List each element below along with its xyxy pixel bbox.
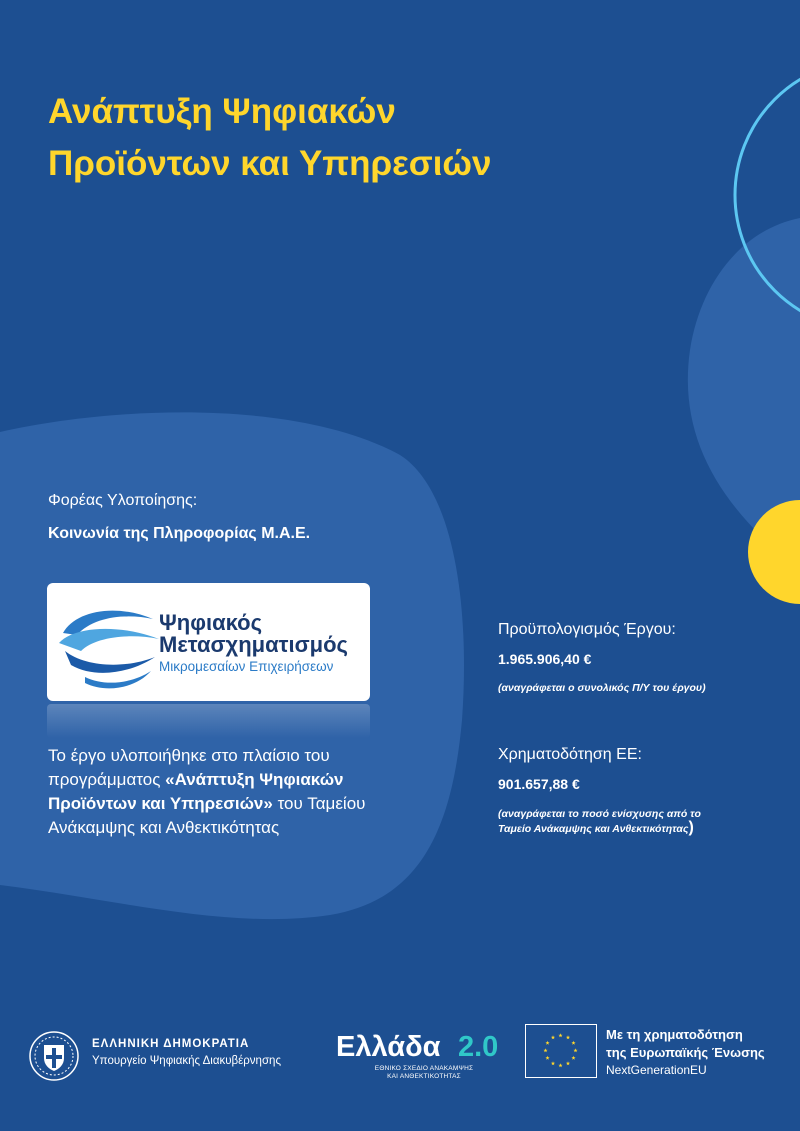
greece-2-0-subtitle-2: ΚΑΙ ΑΝΘΕΚΤΙΚΟΤΗΤΑΣ [387,1073,461,1080]
eu-star [573,1048,577,1052]
eu-star [571,1041,575,1045]
project-description [48,744,398,840]
eu-star [545,1056,549,1060]
eu-stars-icon [526,1025,595,1076]
ministry-name: Υπουργείο Ψηφιακής Διακυβέρνησης [92,1055,281,1067]
greece-2-0-word: Ελλάδα [336,1031,441,1063]
implementing-body-value: Κοινωνία της Πληροφορίας Μ.Α.Ε. [48,525,311,542]
logo-line-3: Μικρομεσαίων Επιχειρήσεων [159,659,334,674]
eu-star [566,1035,570,1039]
title-line-1: Ανάπτυξη Ψηφιακών [48,92,396,131]
page-title [48,86,668,190]
logo-line-1: Ψηφιακός [159,610,263,635]
eu-funding-note [498,808,718,836]
budget-label: Προϋπολογισμός Έργου: [498,621,676,638]
eu-star [543,1048,547,1052]
greece-2-0-subtitle-1: ΕΘΝΙΚΟ ΣΧΕΔΙΟ ΑΝΑΚΑΜΨΗΣ [374,1065,474,1072]
eu-star [566,1061,570,1065]
eu-star [545,1041,549,1045]
logo-reflection [47,704,370,738]
eu-star [558,1063,562,1067]
eu-star [551,1061,555,1065]
eu-funding-line-1: Με τη χρηματοδότηση [606,1027,743,1042]
implementing-body-label: Φορέας Υλοποίησης: [48,492,198,509]
eu-funding-label: Χρηματοδότηση ΕΕ: [498,746,642,763]
eu-funding-line-2: της Ευρωπαϊκής Ένωσης [606,1045,765,1060]
greek-coat-of-arms-icon [28,1030,80,1082]
next-generation-eu: NextGenerationEU [606,1063,707,1077]
greece-2-0-number: 2.0 [458,1031,499,1063]
eu-funding-note-close: ) [688,819,694,836]
eu-flag-icon [525,1024,597,1078]
description-part-2: του Ταμείου Ανάκαμψης και Ανθεκτικότητας [48,794,366,837]
description-program-name: «Ανάπτυξη Ψηφιακών Προϊόντων και Υπηρεσιών» [48,770,344,813]
description-part-1: Το έργο υλοποιήθηκε στο πλαίσιο του προγράμματος [48,746,330,789]
eu-star [551,1035,555,1039]
eu-funding-note-text: (αναγράφεται το ποσό ενίσχυσης από το Ταμείο Ανάκαμψης και Ανθεκτικότητας [498,808,701,835]
title-line-2: Προϊόντων και Υπηρεσιών [48,144,492,183]
greece-2-0-logo [336,1030,512,1090]
greek-republic-title: ΕΛΛΗΝΙΚΗ ΔΗΜΟΚΡΑΤΙΑ [92,1038,250,1050]
eu-funding-value: 901.657,88 € [498,776,580,792]
swoosh-logo-icon [55,593,167,689]
eu-star [558,1033,562,1037]
eu-star [571,1056,575,1060]
budget-note: (αναγράφεται ο συνολικός Π/Υ του έργου) [498,682,706,694]
budget-value: 1.965.906,40 € [498,651,592,667]
logo-line-2: Μετασχηματισμός [159,632,348,657]
program-logo [47,583,370,701]
